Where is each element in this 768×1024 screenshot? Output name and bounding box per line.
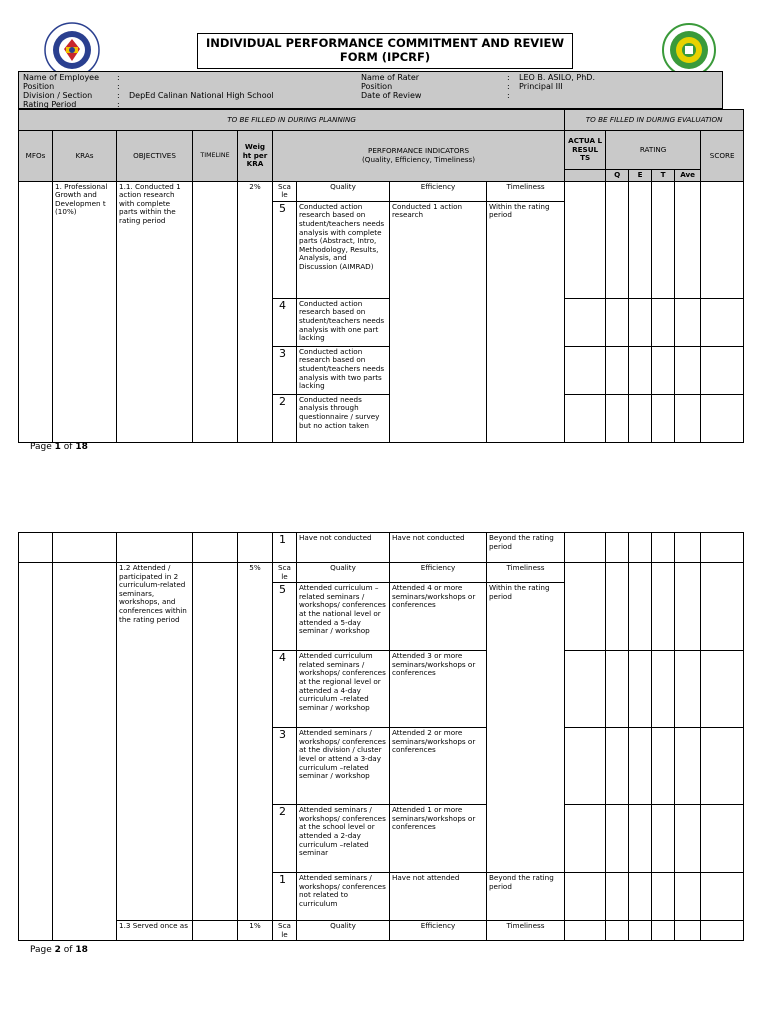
objectives-header: OBJECTIVES <box>117 131 193 182</box>
deped-seal <box>44 22 100 78</box>
timeliness-subheader: Timeliness <box>487 921 565 941</box>
mfo-cell <box>19 181 53 442</box>
page-number: 1 <box>54 442 61 452</box>
scale-2: 2 <box>273 394 297 442</box>
quality-cell: Attended curriculum related seminars / workshops/ conferences at the regional level or attended a 4-day curriculum –related seminar / workshop <box>297 651 390 728</box>
quality-cell: Have not conducted <box>297 533 390 563</box>
timeliness-subheader: Timeliness <box>487 181 565 201</box>
planning-header: TO BE FILLED IN DURING PLANNING <box>19 110 565 131</box>
division-value: DepEd Calinan National High School <box>129 91 274 100</box>
scale-1: 1 <box>273 873 297 921</box>
weight-cell: 2% <box>238 181 273 442</box>
mfo-cell <box>19 563 53 941</box>
info-band: Name of Employee : Position : Division / Section : DepEd Calinan National High School Rating Period : Name of Rater : LEO B. ASILO, PhD. Position : Principal III Date of Review : <box>18 71 723 109</box>
rating-period-value <box>127 100 361 109</box>
page-total: 18 <box>75 945 88 955</box>
rater-name-value: LEO B. ASILO, PhD. <box>519 73 595 82</box>
quality-subheader: Quality <box>297 181 390 201</box>
ipcrf-table-page2 <box>18 532 744 941</box>
rater-position-label: Position <box>361 82 393 91</box>
form-title-line1: INDIVIDUAL PERFORMANCE COMMITMENT AND REVIEW <box>205 36 565 50</box>
ipcrf-table-page1 <box>18 109 744 443</box>
rating-period-label: Rating Period <box>23 100 77 109</box>
efficiency-cell: Attended 2 or more seminars/workshops or conferences <box>390 728 487 805</box>
scale-subheader: Sca le <box>273 563 297 583</box>
ave-header: Ave <box>675 170 701 182</box>
score-header: SCORE <box>701 131 744 182</box>
objective-cell: 1.3 Served once as <box>117 921 193 941</box>
q-header: Q <box>606 170 629 182</box>
efficiency-cell: Attended 3 or more seminars/workshops or conferences <box>390 651 487 728</box>
timeliness-subheader: Timeliness <box>487 563 565 583</box>
e-header: E <box>629 170 652 182</box>
timeliness-cell: Beyond the rating period <box>487 873 565 921</box>
quality-cell: Attended curriculum –related seminars / workshops/ conferences at the national level or attended a 5-day seminar / workshop <box>297 583 390 651</box>
rater-position-value: Principal III <box>519 82 563 91</box>
pi-subtitle: (Quality, Efficiency, Timeliness) <box>362 154 476 164</box>
t-header: T <box>652 170 675 182</box>
kras-header: KRAs <box>53 131 117 182</box>
scale-5: 5 <box>273 201 297 298</box>
timeliness-cell: Within the rating period <box>487 201 565 442</box>
weight-cell: 1% <box>238 921 273 941</box>
form-title <box>197 33 573 69</box>
rating-header: RATING <box>606 131 701 170</box>
page-number: 2 <box>54 945 61 955</box>
scale-1: 1 <box>273 533 297 563</box>
efficiency-cell: Have not conducted <box>390 533 487 563</box>
efficiency-subheader: Efficiency <box>390 181 487 201</box>
quality-cell: Attended seminars / workshops/ conferences not related to curriculum <box>297 873 390 921</box>
efficiency-cell: Have not attended <box>390 873 487 921</box>
page-footer-1: Page 1 of 18 <box>30 442 88 452</box>
score-cell <box>701 181 744 298</box>
efficiency-cell: Conducted 1 action research <box>390 201 487 442</box>
scale-3: 3 <box>273 346 297 394</box>
form-title-line2: FORM (IPCRF) <box>339 50 431 64</box>
scale-3: 3 <box>273 728 297 805</box>
kra-cell <box>53 563 117 941</box>
actual-results-cell <box>565 181 606 298</box>
scale-4: 4 <box>273 298 297 346</box>
evaluation-header: TO BE FILLED IN DURING EVALUATION <box>565 110 744 131</box>
efficiency-cell: Attended 4 or more seminars/workshops or conferences <box>390 583 487 651</box>
name-employee-value <box>127 73 361 82</box>
page-footer-2: Page 2 of 18 <box>30 945 88 955</box>
kra-cell: 1. Professional Growth and Developmen t (10%) <box>53 181 117 442</box>
timeliness-cell: Beyond the rating period <box>487 533 565 563</box>
efficiency-cell: Attended 1 or more seminars/workshops or conferences <box>390 805 487 873</box>
scale-subheader: Sca le <box>273 181 297 201</box>
division-label: Division / Section <box>23 91 93 100</box>
timeliness-cell: Within the rating period <box>487 583 565 873</box>
quality-cell: Conducted needs analysis through questionnaire / survey but no action taken <box>297 394 390 442</box>
quality-subheader: Quality <box>297 921 390 941</box>
quality-cell: Conducted action research based on student/teachers needs analysis with one part lacking <box>297 298 390 346</box>
scale-subheader: Sca le <box>273 921 297 941</box>
position-label: Position <box>23 82 55 91</box>
date-review-label: Date of Review <box>361 91 422 100</box>
timeline-cell <box>193 921 238 941</box>
efficiency-subheader: Efficiency <box>390 921 487 941</box>
mfos-header: MFOs <box>19 131 53 182</box>
quality-cell: Conducted action research based on student/teachers needs analysis with complete parts (Abstract, Intro, Methodology, Results, Analysis, and Discussion (AIMRAD) <box>297 201 390 298</box>
timeline-cell <box>193 563 238 921</box>
objective-cell: 1.1. Conducted 1 action research with complete parts within the rating period <box>117 181 193 442</box>
weight-cell: 5% <box>238 563 273 921</box>
page-total: 18 <box>75 442 88 452</box>
pi-title: PERFORMANCE INDICATORS <box>367 146 470 156</box>
actual-results-header: ACTUA L RESUL TS <box>565 131 606 170</box>
scale-5: 5 <box>273 583 297 651</box>
school-seal <box>660 22 718 78</box>
quality-cell: Conducted action research based on student/teachers needs analysis with two parts lacking <box>297 346 390 394</box>
weight-header: Weig ht per KRA <box>238 131 273 182</box>
efficiency-subheader: Efficiency <box>390 563 487 583</box>
scale-2: 2 <box>273 805 297 873</box>
objective-cell: 1.2 Attended / participated in 2 curriculum-related seminars, workshops, and conferences within the rating period <box>117 563 193 921</box>
scale-4: 4 <box>273 651 297 728</box>
position-value <box>127 82 361 91</box>
name-rater-label: Name of Rater <box>361 73 420 82</box>
quality-cell: Attended seminars / workshops/ conferences at the school level or attended a 2-day curriculum –related seminar <box>297 805 390 873</box>
timeline-header: TIMELINE <box>193 131 238 182</box>
quality-subheader: Quality <box>297 563 390 583</box>
name-employee-label: Name of Employee <box>23 73 100 82</box>
timeline-cell <box>193 181 238 442</box>
performance-indicators-header <box>273 131 565 182</box>
quality-cell: Attended seminars / workshops/ conferences at the division / cluster level or attend a 3-day curriculum –related seminar / workshop <box>297 728 390 805</box>
date-review-value <box>517 91 719 100</box>
